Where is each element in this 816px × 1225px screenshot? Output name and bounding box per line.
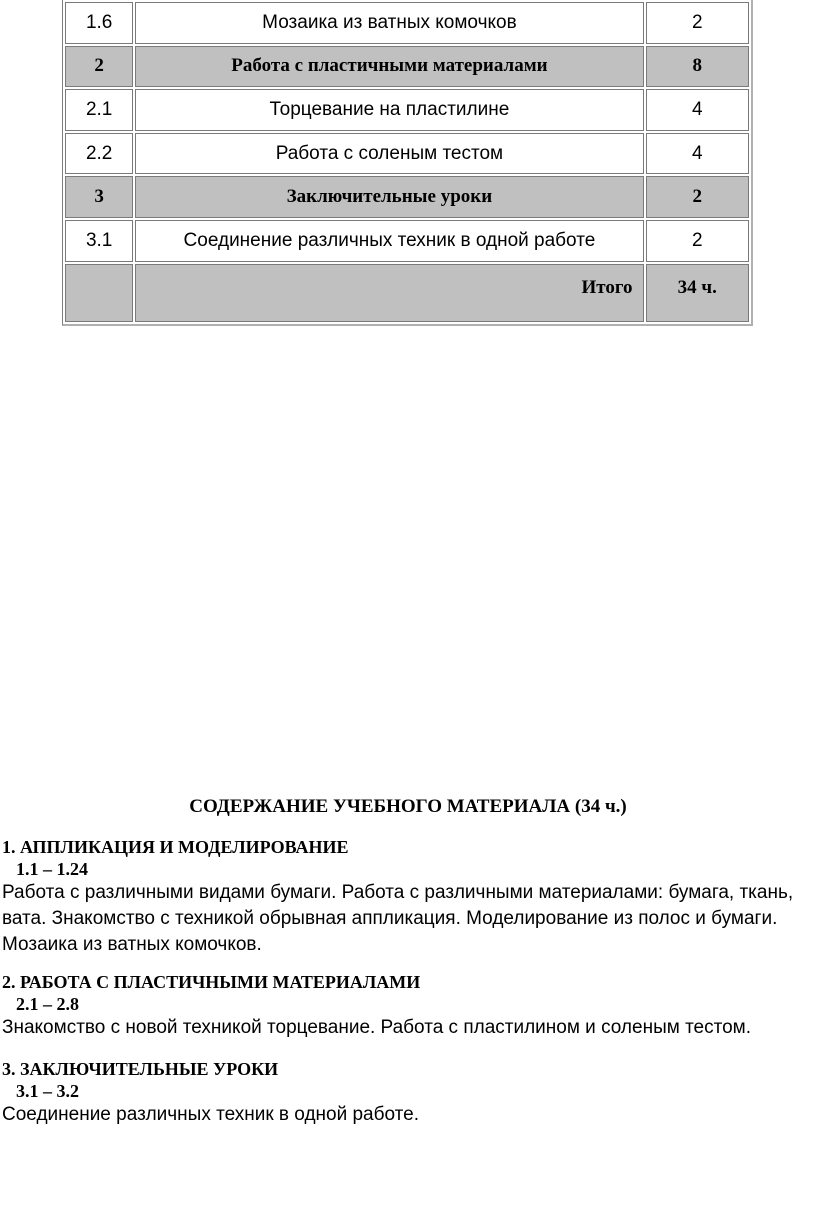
section-heading: 2. РАБОТА С ПЛАСТИЧНЫМИ МАТЕРИАЛАМИ: [2, 972, 421, 992]
content-section: [2, 1058, 816, 1128]
row-topic: Работа с соленым тестом: [135, 133, 643, 175]
table-row: [65, 89, 749, 131]
section-description: Соединение различных техник в одной работе.: [2, 1104, 419, 1125]
table-row: [65, 2, 749, 44]
row-number: 3.1: [65, 220, 133, 262]
row-hours: 2: [646, 220, 749, 262]
row-number: 1.6: [65, 2, 133, 44]
row-hours: 8: [646, 46, 749, 88]
row-topic: Мозаика из ватных комочков: [135, 2, 643, 44]
section-heading: 3. ЗАКЛЮЧИТЕЛЬНЫЕ УРОКИ: [2, 1059, 279, 1079]
section-lesson-range: 1.1 – 1.24: [16, 859, 88, 879]
total-label: Итого: [135, 264, 643, 322]
row-topic: Заключительные уроки: [135, 176, 643, 218]
total-value: 34 ч.: [646, 264, 749, 322]
section-lesson-range: 3.1 – 3.2: [16, 1081, 79, 1101]
row-number: 2.1: [65, 89, 133, 131]
row-number: 2: [65, 46, 133, 88]
section-description: Знакомство с новой техникой торцевание. Работа с пластилином и соленым тестом.: [2, 1017, 752, 1038]
content-title: СОДЕРЖАНИЕ УЧЕБНОГО МАТЕРИАЛА (34 ч.): [189, 796, 627, 817]
table-row: [65, 133, 749, 175]
row-number: 2.2: [65, 133, 133, 175]
section-heading: 1. АППЛИКАЦИЯ И МОДЕЛИРОВАНИЕ: [2, 837, 349, 857]
row-topic: Соединение различных техник в одной работе: [135, 220, 643, 262]
table-row-section: [65, 176, 749, 218]
row-hours: 4: [646, 133, 749, 175]
row-hours: 2: [646, 2, 749, 44]
section-lesson-range: 2.1 – 2.8: [16, 994, 79, 1014]
table-row: [65, 220, 749, 262]
table-row-total: [65, 264, 749, 322]
content-section: [2, 971, 816, 1041]
section-description: Работа с различными видами бумаги. Работа с различными материалами: бумага, ткань, вата. Знакомство с техникой обрывная аппликация. Моделирование из полос и бумаги. Мозаика из ватных комочков.: [2, 882, 794, 955]
row-topic: Торцевание на пластилине: [135, 89, 643, 131]
row-hours: 4: [646, 89, 749, 131]
row-number: 3: [65, 176, 133, 218]
row-topic: Работа с пластичными материалами: [135, 46, 643, 88]
total-empty-cell: [65, 264, 133, 322]
content-section: [2, 836, 816, 958]
curriculum-table: [62, 0, 753, 326]
row-hours: 2: [646, 176, 749, 218]
table-row-section: [65, 46, 749, 88]
